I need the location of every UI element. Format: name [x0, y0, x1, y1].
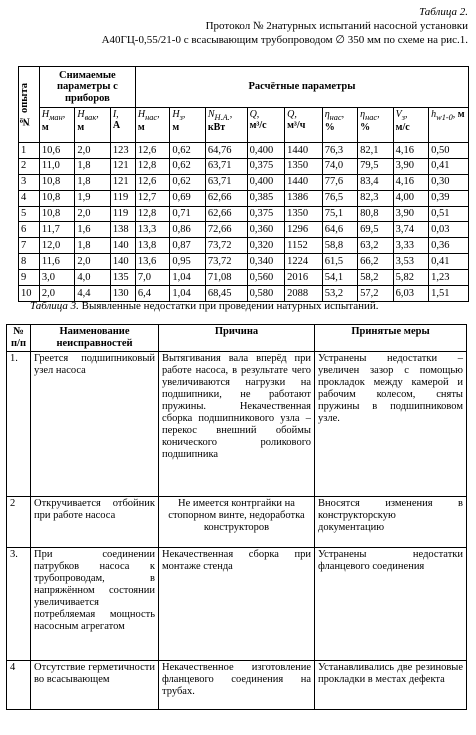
trial-number-cell: 10 — [19, 286, 40, 302]
value-cell: 10,8 — [39, 190, 74, 206]
table2-label: Таблица 2. — [419, 6, 468, 18]
value-cell: 1296 — [285, 222, 323, 238]
value-cell: 0,375 — [247, 206, 285, 222]
value-cell: 1386 — [285, 190, 323, 206]
value-cell: 0,385 — [247, 190, 285, 206]
value-cell: 12,6 — [135, 143, 169, 159]
value-cell: 82,3 — [358, 190, 393, 206]
value-cell: 1440 — [285, 143, 323, 159]
col-header: $\eta_{нас}$, % — [322, 108, 357, 143]
measures-cell: Вносятся изменения в конструкторскую документацию — [315, 496, 467, 547]
value-cell: 0,580 — [247, 286, 285, 302]
col-header-measures: Принятые меры — [315, 325, 467, 352]
table-row — [7, 496, 467, 547]
col-header: $h_{w1-0}$, м — [429, 108, 469, 143]
value-cell: 73,72 — [205, 238, 247, 254]
cause-cell: Некачественная сборка при монтаже стенда — [159, 547, 315, 660]
value-cell: 4,00 — [393, 190, 428, 206]
col-header-trial-number: № опыта — [19, 67, 40, 143]
defects-table — [6, 324, 467, 710]
value-cell: 3,74 — [393, 222, 428, 238]
value-cell: 1,8 — [75, 174, 110, 190]
table-row — [19, 143, 469, 159]
trial-number-cell: 1 — [19, 143, 40, 159]
value-cell: 1224 — [285, 254, 323, 270]
value-cell: 11,7 — [39, 222, 74, 238]
value-cell: 0,375 — [247, 158, 285, 174]
col-header: $N_{Н.А.}$, кВт — [205, 108, 247, 143]
col-header: I, А — [110, 108, 135, 143]
value-cell: 82,1 — [358, 143, 393, 159]
value-cell: 13,3 — [135, 222, 169, 238]
value-cell: 1,8 — [75, 238, 110, 254]
measures-cell: Устанавливались две резиновые прокладки в местах дефекта — [315, 660, 467, 709]
value-cell: 13,8 — [135, 238, 169, 254]
value-cell: 0,340 — [247, 254, 285, 270]
value-cell: 76,5 — [322, 190, 357, 206]
value-cell: 80,8 — [358, 206, 393, 222]
value-cell: 0,95 — [170, 254, 205, 270]
value-cell: 3,33 — [393, 238, 428, 254]
fault-cell: Откручивается отбойник при работе насоса — [31, 496, 159, 547]
table3-title: Выявленные недостатки при проведении натурных испытаний. — [81, 300, 379, 312]
col-header: $\eta_{нас}$, % — [358, 108, 393, 143]
value-cell: 10,6 — [39, 143, 74, 159]
value-cell: 121 — [110, 174, 135, 190]
col-header: $V_з$, м/с — [393, 108, 428, 143]
row-number-cell: 4 — [7, 660, 31, 709]
cause-cell: Не имеется контргайки на стопорном винте, недоработка конструкторов — [159, 496, 315, 547]
value-cell: 12,6 — [135, 174, 169, 190]
value-cell: 72,66 — [205, 222, 247, 238]
value-cell: 75,1 — [322, 206, 357, 222]
value-cell: 66,2 — [358, 254, 393, 270]
cause-cell: Вытягивания вала вперёд при работе насоса, в результате чего увеличиваются нагрузки на подшипники, не работают пружины. Некачественная сборка подшипникового узла – перекос внешний обоймы конического роликового подшипника — [159, 351, 315, 496]
value-cell: 54,1 — [322, 270, 357, 286]
value-cell: 1,51 — [429, 286, 469, 302]
col-header: Q, м³/ч — [285, 108, 323, 143]
value-cell: 62,66 — [205, 206, 247, 222]
trial-number-cell: 3 — [19, 174, 40, 190]
value-cell: 4,16 — [393, 143, 428, 159]
value-cell: 123 — [110, 143, 135, 159]
value-cell: 0,03 — [429, 222, 469, 238]
value-cell: 140 — [110, 254, 135, 270]
value-cell: 0,39 — [429, 190, 469, 206]
value-cell: 2,0 — [39, 286, 74, 302]
table2-title-line2: А40ГЦ-0,55/21-0 с всасывающим трубопроводом ∅ 350 мм по схеме на рис.1. — [101, 34, 468, 46]
value-cell: 53,2 — [322, 286, 357, 302]
value-cell: 11,6 — [39, 254, 74, 270]
value-cell: 0,320 — [247, 238, 285, 254]
value-cell: 135 — [110, 270, 135, 286]
value-cell: 10,8 — [39, 206, 74, 222]
table-row — [19, 222, 469, 238]
value-cell: 1350 — [285, 158, 323, 174]
value-cell: 3,90 — [393, 206, 428, 222]
value-cell: 61,5 — [322, 254, 357, 270]
value-cell: 64,6 — [322, 222, 357, 238]
col-header: $H_з$, м — [170, 108, 205, 143]
value-cell: 6,4 — [135, 286, 169, 302]
value-cell: 77,6 — [322, 174, 357, 190]
measures-cell: Устранены недостатки – увеличен зазор с помощью прокладок между камерой и рабочим колесом, сняты пружины в подшипниковом узле. — [315, 351, 467, 496]
col-header: $H_{нас}$, м — [135, 108, 169, 143]
trial-number-cell: 9 — [19, 270, 40, 286]
col-header: $H_{вак}$, м — [75, 108, 110, 143]
trial-number-cell: 6 — [19, 222, 40, 238]
value-cell: 4,16 — [393, 174, 428, 190]
value-cell: 0,50 — [429, 143, 469, 159]
table-row — [19, 254, 469, 270]
fault-cell: Отсутствие герметичности во всасывающем — [31, 660, 159, 709]
fault-cell: Греется подшипниковый узел насоса — [31, 351, 159, 496]
value-cell: 0,69 — [170, 190, 205, 206]
value-cell: 0,560 — [247, 270, 285, 286]
value-cell: 2,0 — [75, 143, 110, 159]
value-cell: 62,66 — [205, 190, 247, 206]
table-row — [19, 238, 469, 254]
table-row — [19, 206, 469, 222]
value-cell: 12,8 — [135, 206, 169, 222]
value-cell: 4,0 — [75, 270, 110, 286]
value-cell: 121 — [110, 158, 135, 174]
value-cell: 3,90 — [393, 158, 428, 174]
value-cell: 0,71 — [170, 206, 205, 222]
table3-label: Таблица 3. — [30, 300, 79, 312]
value-cell: 2016 — [285, 270, 323, 286]
value-cell: 138 — [110, 222, 135, 238]
value-cell: 0,51 — [429, 206, 469, 222]
col-header: Q, м³/с — [247, 108, 285, 143]
value-cell: 0,62 — [170, 174, 205, 190]
value-cell: 2,0 — [75, 254, 110, 270]
value-cell: 119 — [110, 190, 135, 206]
value-cell: 79,5 — [358, 158, 393, 174]
value-cell: 58,2 — [358, 270, 393, 286]
group-header-measured: Снимаемые параметры с приборов — [39, 67, 135, 108]
value-cell: 1,9 — [75, 190, 110, 206]
value-cell: 10,8 — [39, 174, 74, 190]
value-cell: 63,71 — [205, 158, 247, 174]
table3-caption — [30, 300, 379, 312]
row-number-cell: 3. — [7, 547, 31, 660]
value-cell: 12,0 — [39, 238, 74, 254]
value-cell: 58,8 — [322, 238, 357, 254]
value-cell: 63,71 — [205, 174, 247, 190]
value-cell: 11,0 — [39, 158, 74, 174]
value-cell: 83,4 — [358, 174, 393, 190]
row-number-cell: 2 — [7, 496, 31, 547]
trial-number-cell: 2 — [19, 158, 40, 174]
test-protocol-table — [18, 66, 469, 302]
value-cell: 1,04 — [170, 286, 205, 302]
value-cell: 0,62 — [170, 143, 205, 159]
col-header: $H_{ман}$, м — [39, 108, 74, 143]
value-cell: 63,2 — [358, 238, 393, 254]
value-cell: 1152 — [285, 238, 323, 254]
trial-number-cell: 5 — [19, 206, 40, 222]
value-cell: 0,400 — [247, 174, 285, 190]
value-cell: 0,360 — [247, 222, 285, 238]
table-row — [7, 660, 467, 709]
value-cell: 68,45 — [205, 286, 247, 302]
col-header-number: № п/п — [7, 325, 31, 352]
value-cell: 57,2 — [358, 286, 393, 302]
table-row — [19, 190, 469, 206]
trial-number-cell: 7 — [19, 238, 40, 254]
value-cell: 0,86 — [170, 222, 205, 238]
value-cell: 2088 — [285, 286, 323, 302]
table-row — [7, 547, 467, 660]
value-cell: 71,08 — [205, 270, 247, 286]
cause-cell: Некачественное изготовление фланцевого соединения на трубах. — [159, 660, 315, 709]
value-cell: 0,62 — [170, 158, 205, 174]
value-cell: 140 — [110, 238, 135, 254]
value-cell: 69,5 — [358, 222, 393, 238]
group-header-calculated: Расчётные параметры — [135, 67, 468, 108]
value-cell: 119 — [110, 206, 135, 222]
fault-cell: При соединении патрубков насоса к трубопроводам, в напряжённом состоянии увеличивается потребляемая мощность насосным агрегатом — [31, 547, 159, 660]
value-cell: 74,0 — [322, 158, 357, 174]
value-cell: 0,87 — [170, 238, 205, 254]
value-cell: 3,0 — [39, 270, 74, 286]
trial-number-cell: 8 — [19, 254, 40, 270]
value-cell: 0,41 — [429, 158, 469, 174]
value-cell: 1,8 — [75, 158, 110, 174]
col-header-fault: Наименование неисправностей — [31, 325, 159, 352]
table-row — [7, 351, 467, 496]
value-cell: 5,82 — [393, 270, 428, 286]
value-cell: 7,0 — [135, 270, 169, 286]
value-cell: 130 — [110, 286, 135, 302]
value-cell: 6,03 — [393, 286, 428, 302]
value-cell: 0,400 — [247, 143, 285, 159]
value-cell: 2,0 — [75, 206, 110, 222]
value-cell: 12,8 — [135, 158, 169, 174]
value-cell: 3,53 — [393, 254, 428, 270]
trial-number-cell: 4 — [19, 190, 40, 206]
value-cell: 0,30 — [429, 174, 469, 190]
value-cell: 13,6 — [135, 254, 169, 270]
value-cell: 1,04 — [170, 270, 205, 286]
measures-cell: Устранены недостатки фланцевого соединения — [315, 547, 467, 660]
value-cell: 4,4 — [75, 286, 110, 302]
table-row — [19, 174, 469, 190]
col-header-cause: Причина — [159, 325, 315, 352]
value-cell: 73,72 — [205, 254, 247, 270]
value-cell: 64,76 — [205, 143, 247, 159]
table2-title-line1: Протокол № 2натурных испытаний насосной установки — [205, 20, 468, 32]
value-cell: 1,6 — [75, 222, 110, 238]
value-cell: 12,7 — [135, 190, 169, 206]
row-number-cell: 1. — [7, 351, 31, 496]
value-cell: 0,36 — [429, 238, 469, 254]
value-cell: 1440 — [285, 174, 323, 190]
table-row — [19, 158, 469, 174]
value-cell: 1350 — [285, 206, 323, 222]
value-cell: 0,41 — [429, 254, 469, 270]
table-row — [19, 270, 469, 286]
value-cell: 76,3 — [322, 143, 357, 159]
value-cell: 1,23 — [429, 270, 469, 286]
